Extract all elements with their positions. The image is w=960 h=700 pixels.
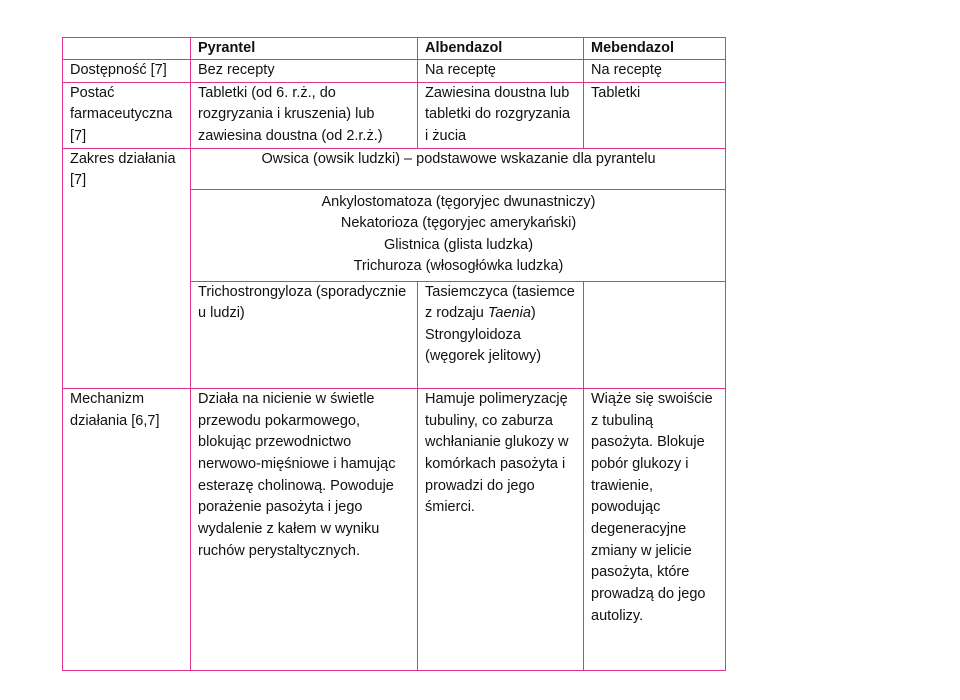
mechanism-mebendazol: Wiąże się swoiście z tubuliną pasożyta. Blokuje pobór glukozy i trawienie, powodując degeneracyjne zmiany w jelicie pasożyta, które prowadzą do jego autolizy. — [584, 388, 726, 670]
scope-albendazol-extra — [418, 281, 584, 388]
mechanism-pyrantel: Działa na nicienie w świetle przewodu pokarmowego, blokując przewodnictwo nerwowo-mięśniowe i hamując esterazę cholinową. Powoduje porażenie pasożyta i jego wydalenie z kałem w wyniku ruchów perystaltycznych. — [191, 388, 418, 670]
header-pyrantel: Pyrantel — [191, 38, 418, 60]
availability-albendazol: Na receptę — [418, 60, 584, 82]
scope-all-drugs — [191, 189, 726, 281]
scope-disease-item: Trichuroza (włosogłówka ludzka) — [353, 258, 564, 275]
scope-disease-item: Glistnica (glista ludzka) — [383, 236, 534, 253]
scope-disease-item: Ankylostomatoza (tęgoryjec dwunastniczy) — [321, 193, 596, 210]
scope-albendazol-strongyloidosis: Strongyloidoza (węgorek jelitowy) — [425, 326, 542, 365]
form-label: Postać farmaceutyczna [7] — [63, 82, 191, 148]
scope-albendazol-tapeworm-end: ) — [530, 305, 536, 322]
mechanism-albendazol: Hamuje polimeryzację tubuliny, co zaburza wchłanianie glukozy w komórkach pasożyta i prowadzi do jego śmierci. — [418, 388, 584, 670]
header-mebendazol: Mebendazol — [584, 38, 726, 60]
mechanism-row — [63, 388, 726, 670]
scope-pyrantel-extra: Trichostrongyloza (sporadycznie u ludzi) — [191, 281, 418, 388]
scope-pyrantel-only: Owsica (owsik ludzki) – podstawowe wskazanie dla pyrantelu — [191, 148, 726, 189]
scope-albendazol-tapeworm: Tasiemczyca (tasiemce z rodzaju — [425, 283, 575, 322]
availability-mebendazol: Na receptę — [584, 60, 726, 82]
drug-comparison-table — [62, 37, 726, 671]
header-corner-cell — [63, 38, 191, 60]
scope-albendazol-genus: Taenia — [487, 305, 531, 322]
form-albendazol: Zawiesina doustna lub tabletki do rozgryzania i żucia — [418, 82, 584, 148]
scope-row-pyrantel-only — [63, 148, 726, 189]
header-row — [63, 38, 726, 60]
scope-disease-item: Nekatorioza (tęgoryjec amerykański) — [340, 215, 577, 232]
scope-label: Zakres działania [7] — [63, 148, 191, 388]
availability-pyrantel: Bez recepty — [191, 60, 418, 82]
availability-label: Dostępność [7] — [63, 60, 191, 82]
scope-mebendazol-extra — [584, 281, 726, 388]
header-albendazol: Albendazol — [418, 38, 584, 60]
availability-row — [63, 60, 726, 82]
form-pyrantel: Tabletki (od 6. r.ż., do rozgryzania i kruszenia) lub zawiesina doustna (od 2.r.ż.) — [191, 82, 418, 148]
mechanism-label: Mechanizm działania [6,7] — [63, 388, 191, 670]
form-row — [63, 82, 726, 148]
form-mebendazol: Tabletki — [584, 82, 726, 148]
